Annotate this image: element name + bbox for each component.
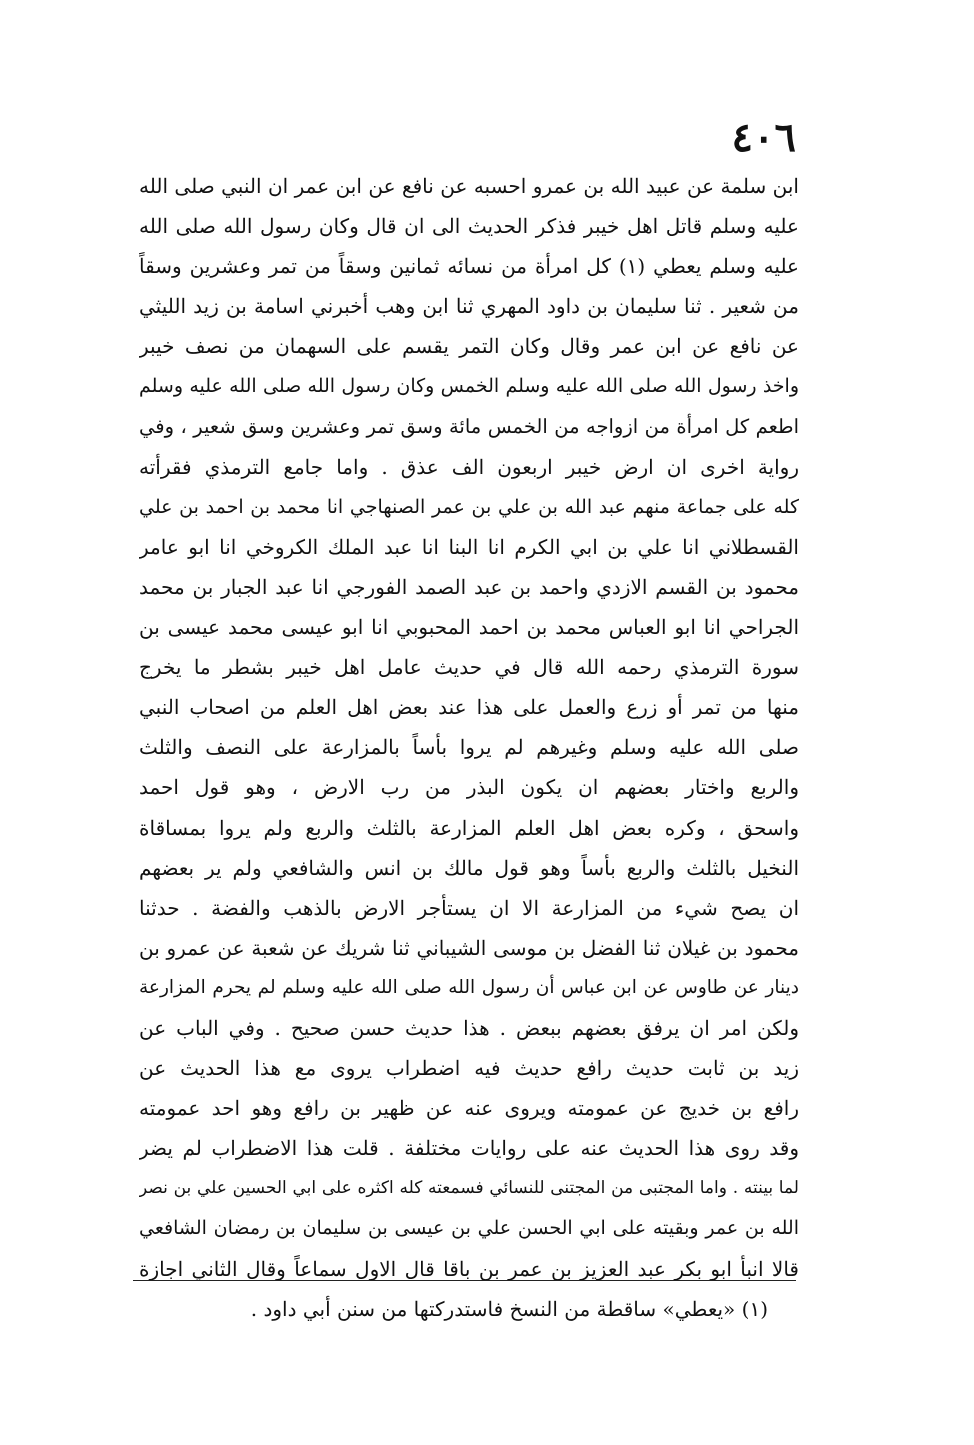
- text-line-7: اطعم كل امرأة من ازواجه من الخمس مائة وسق تمر وعشرين وسق شعير ، وفي: [139, 414, 799, 438]
- text-line-8: رواية اخرى ان ارض خيبر اربعون الف عذق . واما جامع الترمذي فقرأته: [139, 454, 799, 479]
- text-line-6: واخذ رسول الله صلى الله عليه وسلم الخمس وكان رسول الله صلى الله عليه وسلم: [139, 375, 799, 398]
- text-line-20: محمود بن غيلان ثنا الفضل بن موسى الشيباني ثنا شريك عن شعبة عن عمرو بن: [139, 935, 799, 960]
- text-line-23: زيد بن ثابت حديث رافع حديث فيه اضطراب يروى مع هذا الحديث عن: [139, 1056, 799, 1081]
- text-line-24: رافع بن خديج عن عمومته ويروى عنه عن ظهير بن رافع وهو احد عمومته: [139, 1096, 799, 1121]
- text-line-1: ابن سلمة عن عبيد الله بن عمرو احسبه عن نافع عن ابن عمر ان النبي صلى الله: [139, 174, 799, 198]
- text-line-21: دينار عن طاوس عن ابن عباس أن رسول الله صلى الله عليه وسلم لم يحرم المزارعة: [139, 976, 799, 998]
- text-line-13: سورة الترمذي رحمه الله قال في حديث عامل اهل خيبر بشطر ما يخرج: [139, 655, 799, 680]
- text-line-17: واسحق ، وكره بعض اهل العلم المزارعة بالثلث والربع ولم يروا بمساقاة: [139, 815, 799, 840]
- page-number: ٤٠٦: [731, 114, 796, 161]
- body-text: [139, 166, 799, 1289]
- text-line-27: الله بن عمر وبقيته على ابي الحسن علي بن عيسى بن سليمان بن رمضان الشافعي: [139, 1217, 799, 1240]
- text-line-14: منها من تمر أو زرع والعمل على هذا عند بعض اهل العلم من اصحاب النبي: [139, 695, 799, 720]
- text-line-4: من شعير . ثنا سليمان بن داود المهري ثنا ابن وهب أخبرني اسامة بن زيد الليثي: [139, 294, 799, 319]
- text-line-19: ان يصح شيء من المزارعة الا ان يستأجر الارض بالذهب والفضة . حدثنا: [139, 895, 799, 920]
- text-line-3: عليه وسلم يعطي (١) كل امرأة من نسائه ثمانين وسقاً من تمر وعشرين وسقاً: [139, 254, 799, 279]
- text-line-12: الجراحي انا ابو العباس محمد بن احمد المحبوبي انا ابو عيسى محمد عيسى بن: [139, 615, 799, 640]
- text-line-22: ولكن امر ان يرفق بعضهم ببعض . هذا حديث حسن صحيح . وفي الباب عن: [139, 1015, 799, 1040]
- footnote: (١) «يعطي» ساقطة من النسخ فاستدركتها من سنن أبي داود .: [250, 1297, 768, 1321]
- text-line-18: النخيل بالثلث والربع بأساً وهو قول مالك بن انس والشافعي ولم ير بعضهم: [139, 855, 799, 880]
- text-line-25: وقد روى هذا الحديث عنه على روايات مختلفة . قلت هذا الاضطراب لم يضر: [139, 1136, 799, 1161]
- text-line-15: صلى الله عليه وسلم وغيرهم لم يروا بأساً بالمزارعة على النصف والثلث: [139, 735, 799, 760]
- text-line-2: عليه وسلم قاتل اهل خيبر فذكر الحديث الى ان قال وكان رسول الله صلى الله: [139, 214, 799, 239]
- text-line-11: محمود بن القسم الازدي واحمد بن عبد الصمد الفورجي انا عبد الجبار بن محمد: [139, 574, 799, 599]
- text-line-10: القسطلاني انا علي بن ابي الكرم انا البنا انا عبد الملك الكروخي انا ابو عامر: [139, 534, 799, 559]
- text-line-9: كله على جماعة منهم عبد الله بن علي بن عمر الصنهاجي انا محمد بن احمد بن علي: [139, 495, 799, 518]
- footnote-divider: [133, 1280, 796, 1281]
- text-line-16: والربع واختار بعضهم ان يكون البذر من رب الارض ، وهو قول احمد: [139, 775, 799, 800]
- text-line-28: قالا انبأ ابو بكر عبد العزيز بن عمر بن باقا قال الاول سماعاً وقال الثاني اجازة: [139, 1256, 799, 1281]
- text-line-26: لما بينته . واما المجتبى من المجتنى للنسائي فسمعته كله اكثره على ابي الحسين علي بن نصر: [139, 1178, 799, 1199]
- text-line-5: عن نافع عن ابن عمر وقال وكان التمر يقسم على السهمان من نصف خيبر: [139, 334, 799, 359]
